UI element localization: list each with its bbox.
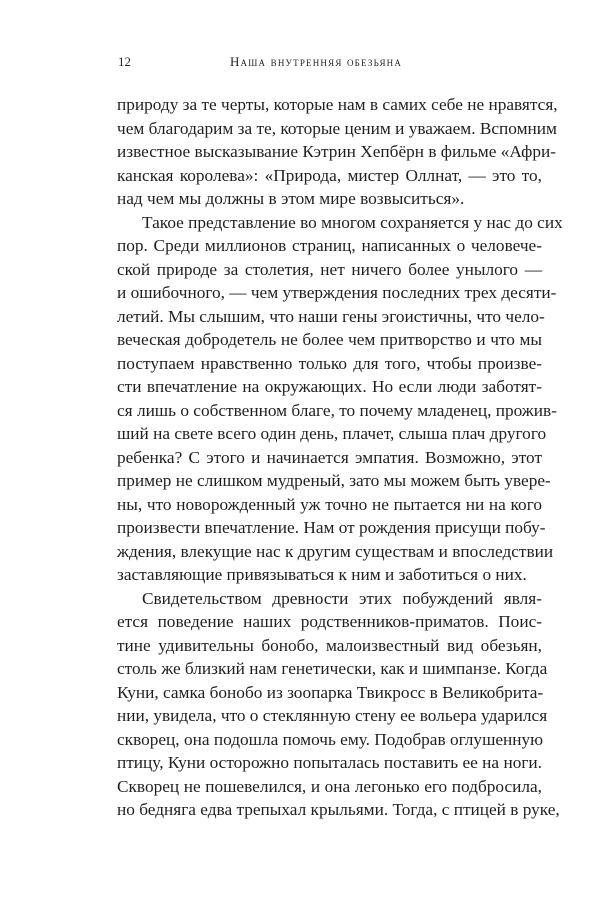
text-line: канская королева»: «Природа, мистер Оллнат, — это то,	[117, 165, 542, 185]
text-line: пор. Среди миллионов страниц, написанных о человече-	[117, 236, 542, 255]
running-title: Наша внутренняя обезьяна	[229, 54, 403, 69]
text-line: Такое представление во многом сохраняется у нас до сих	[142, 212, 563, 232]
text-line: известное высказывание Кэтрин Хепбёрн в фильме «Афри-	[117, 142, 556, 161]
text-line: скворец, она подошла помочь ему. Подобрав оглушенную	[117, 729, 544, 749]
text-line: ждения, влекущие нас к другим существам и впоследствии	[117, 541, 554, 561]
text-line: птицу, Куни осторожно попыталась поставить ее на ноги.	[117, 753, 542, 772]
text-line: ской природе за столетия, нет ничего более унылого —	[117, 259, 542, 279]
text-line: сти впечатление на окружающих. Но если люди заботят-	[117, 377, 542, 396]
text-line: Куни, самка бонобо из зоопарка Твикросс в Великобрита-	[117, 682, 544, 702]
text-line: Скворец не пошевелился, и она легонько его подбросила,	[117, 776, 542, 796]
text-line: ший на свете всего один день, плачет, слыша плач другого	[117, 424, 547, 443]
text-line: столь же близкий нам генетически, как и шимпанзе. Когда	[117, 659, 548, 678]
text-line: природу за те черты, которые нам в самих себе не нравятся,	[117, 95, 558, 114]
paragraph	[117, 587, 560, 822]
text-line: летий. Мы слышим, что наши гены эгоистичны, что чело-	[117, 306, 545, 326]
text-line: чем благодарим за те, которые ценим и уважаем. Вспомним	[117, 118, 557, 138]
text-line: произвести впечатление. Нам от рождения присущи побу-	[117, 518, 546, 537]
text-line: Свидетельством древности этих побуждений явля-	[142, 588, 542, 608]
body-text	[117, 93, 563, 822]
text-line: и ошибочного, — чем утверждения последних трех десяти-	[117, 283, 557, 302]
text-line: над чем мы должны в этом мире возвыситься».	[117, 189, 465, 208]
text-line: нии, увидела, что о стеклянную стену ее вольера ударился	[117, 706, 548, 725]
text-line: ся лишь о собственном благе, то почему младенец, прожив-	[117, 400, 557, 420]
text-line: тине удивительны бонобо, малоизвестный вид обезьян,	[117, 635, 542, 655]
running-head	[118, 53, 504, 71]
text-line: ны, что новорожденный уж точно не пытается ни на кого	[117, 494, 542, 514]
text-line: поступаем нравственно только для того, чтобы произве-	[117, 353, 542, 373]
text-line: веческая добродетель не более чем притворство и что мы	[117, 330, 542, 349]
paragraph	[117, 211, 563, 587]
text-line: ребенка? С этого и начинается эмпатия. Возможно, этот	[117, 447, 542, 467]
text-line: но бедняга едва трепыхал крыльями. Тогда, с птицей в руке,	[117, 800, 560, 819]
paragraph	[117, 93, 558, 211]
text-line: пример не слишком мудреный, зато мы можем быть увере-	[117, 471, 551, 490]
page-number: 12	[118, 54, 131, 69]
text-line: ется поведение наших родственников-приматов. Поис-	[117, 612, 542, 631]
text-line: заставляющие привязываться к ним и заботиться о них.	[117, 565, 527, 584]
